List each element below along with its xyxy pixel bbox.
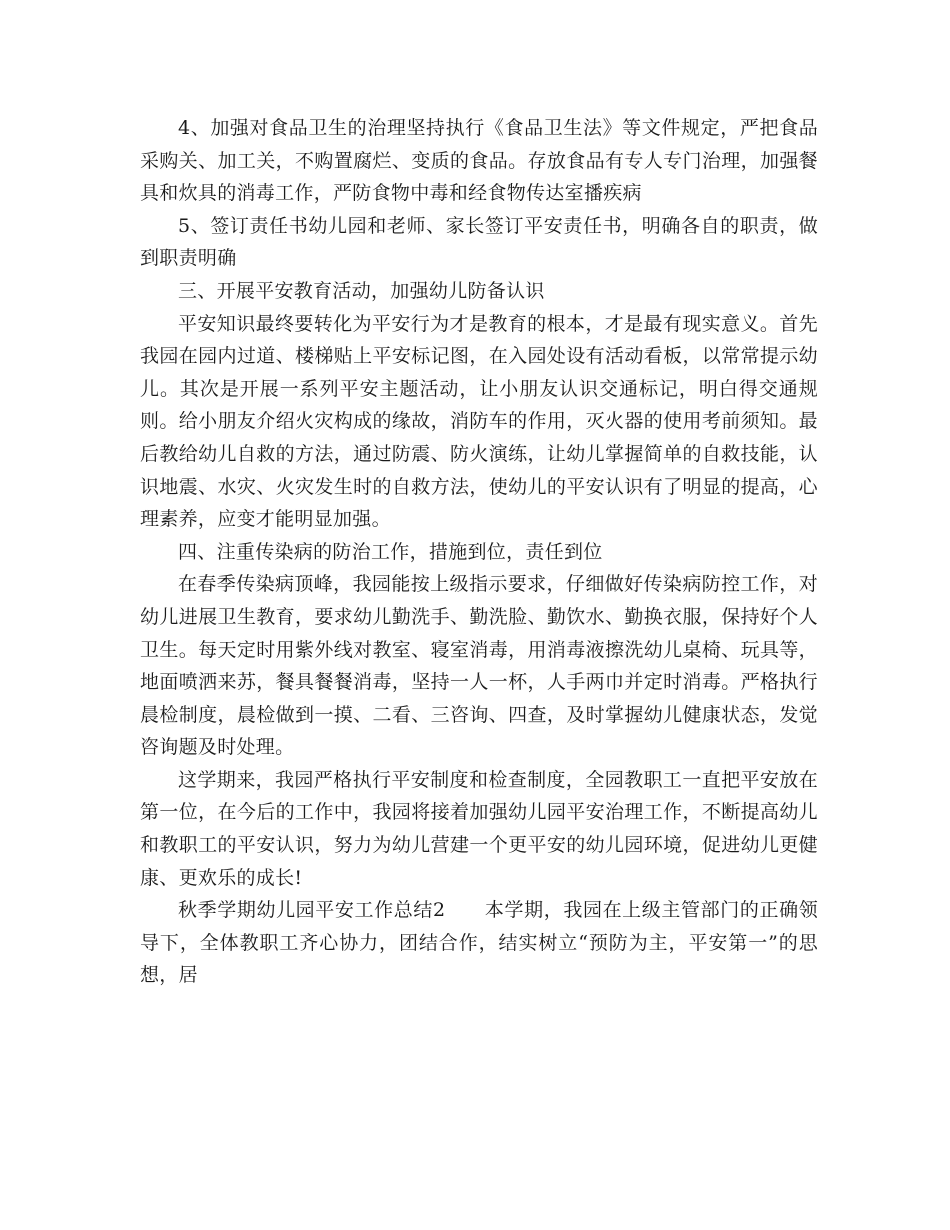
document-page (140, 112, 818, 992)
heading-disease-prevention: 四、注重传染病的防治工作，措施到位，责任到位 (178, 540, 603, 563)
paragraph-autumn-summary: 秋季学期幼儿园平安工作总结2 本学期，我园在上级主管部门的正确领导下，全体教职工齐心协力，团结合作，结实树立“预防为主，平安第一”的思想，居 (140, 899, 818, 987)
paragraph-spring-disease: 在春季传染病顶峰，我园能按上级指示要求，仔细做好传染病防控工作，对幼儿进展卫生教育，要求幼儿勤洗手、勤洗脸、勤饮水、勤换衣服，保持好个人卫生。每天定时用紫外线对教室、寝室消毒，用消毒液擦洗幼儿桌椅、玩具等，地面喷洒来苏，餐具餐餐消毒，坚持一人一杯，人手两巾并定时消毒。严格执行晨检制度，晨检做到一摸、二看、三咨询、四查，及时掌握幼儿健康状态，发觉咨询题及时处理。 (140, 573, 818, 759)
heading-safety-education: 三、开展平安教育活动，加强幼儿防备认识 (178, 279, 545, 302)
paragraph-semester-summary: 这学期来，我园严格执行平安制度和检查制度，全园教职工一直把平安放在第一位，在今后的工作中，我园将接着加强幼儿园平安治理工作，不断提高幼儿和教职工的平安认识，努力为幼儿营建一个更平安的幼儿园环境，促进幼儿更健康、更欢乐的成长! (140, 768, 818, 889)
paragraph-food-hygiene: 4、加强对食品卫生的治理坚持执行《食品卫生法》等文件规定，严把食品采购关、加工关，不购置腐烂、变质的食品。存放食品有专人专门治理，加强餐具和炊具的消毒工作，严防食物中毒和经食物传达室播疾病 (140, 117, 818, 205)
paragraph-responsibility: 5、签订责任书幼儿园和老师、家长签订平安责任书，明确各自的职责，做到职责明确 (140, 214, 818, 270)
paragraph-safety-knowledge: 平安知识最终要转化为平安行为才是教育的根本，才是最有现实意义。首先我园在园内过道、楼梯贴上平安标记图，在入园处设有活动看板，以常常提示幼儿。其次是开展一系列平安主题活动，让小朋友认识交通标记，明白得交通规则。给小朋友介绍火灾构成的缘故，消防车的作用，灭火器的使用考前须知。最后教给幼儿自救的方法，通过防震、防火演练，让幼儿掌握简单的自救技能，认识地震、水灾、火灾发生时的自救方法，使幼儿的平安认识有了明显的提高，心理素养，应变才能明显加强。 (140, 312, 818, 531)
